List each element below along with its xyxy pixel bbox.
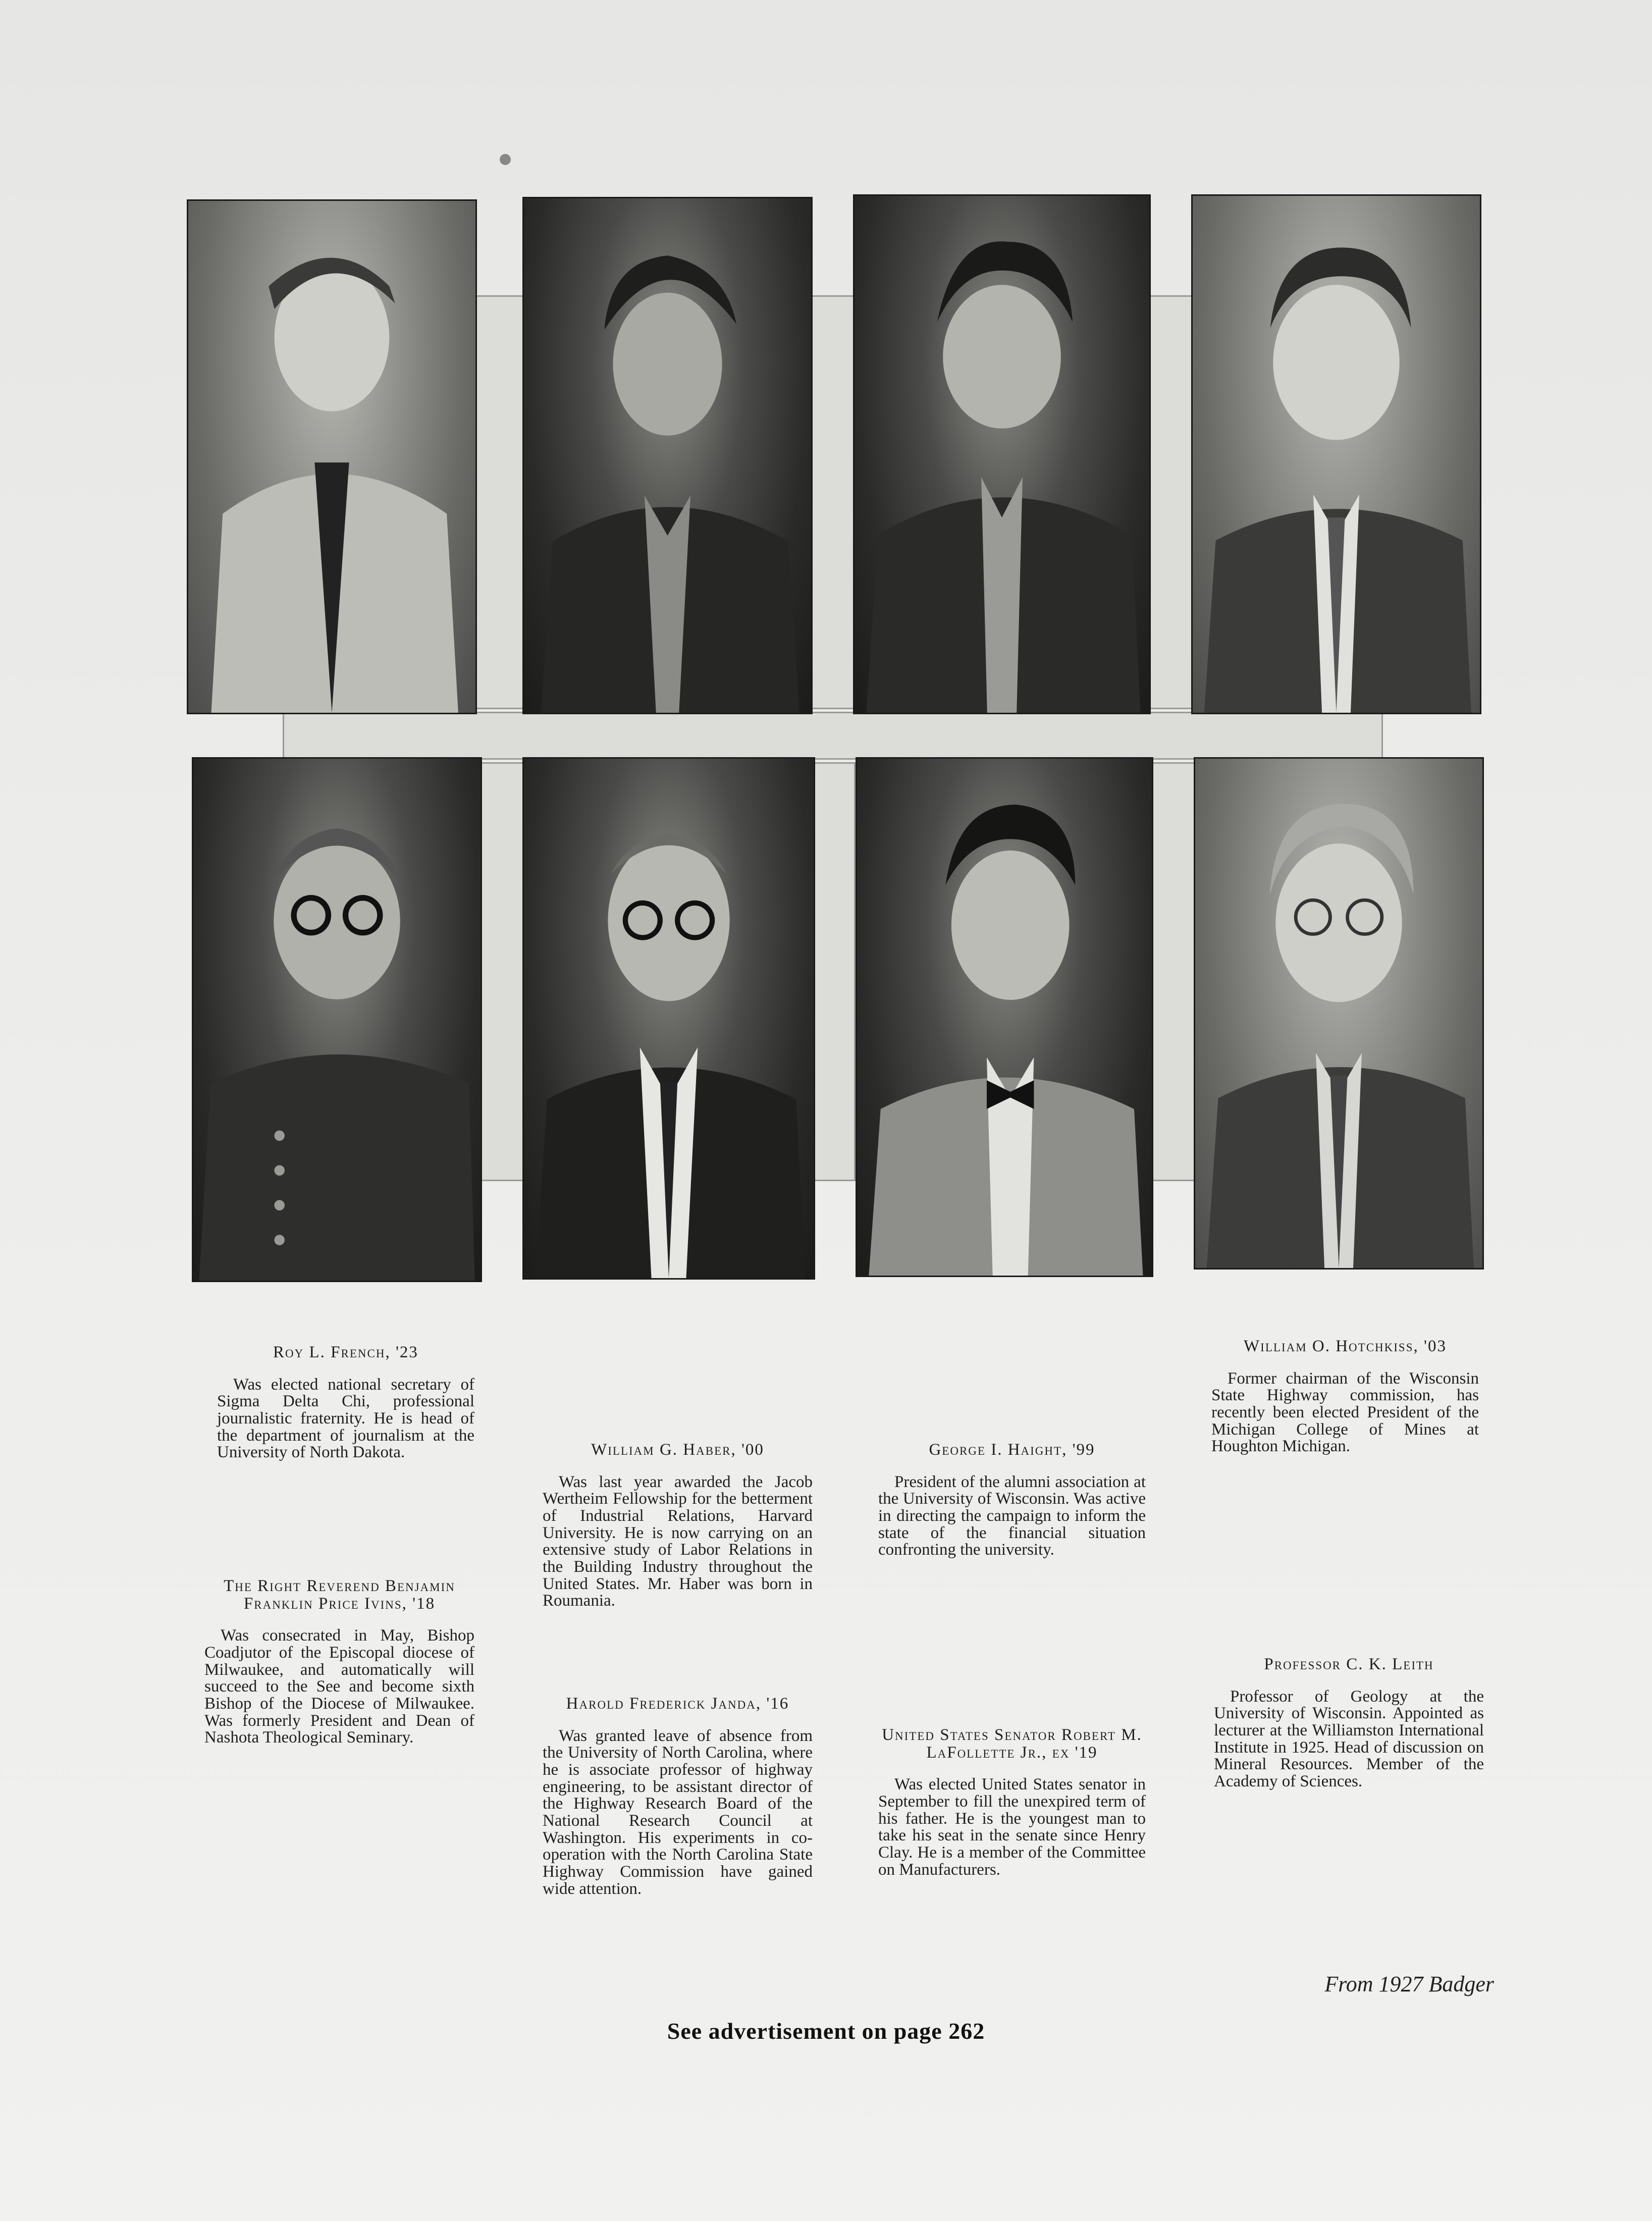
frame-bottom-right-connector [1148, 762, 1196, 1181]
frame-bottom-left-connector [474, 762, 525, 1181]
bio-name: Roy L. French, '23 [273, 1343, 418, 1361]
portrait-benjamin-ivins [192, 757, 482, 1282]
frame-top-left-connector [474, 295, 525, 709]
source-credit: From 1927 Badger [1324, 1972, 1494, 1996]
bio-ck-leith [1214, 1656, 1484, 1790]
bio-text: Professor of Geology at the University of Wisconsin. Appointed as lecturer at the Williamston International Institute in 1925. Head of discussion on Mineral Resources. Member of the Academy of Sciences. [1214, 1687, 1484, 1790]
bio-name: George I. Haight, '99 [929, 1441, 1095, 1459]
portrait-william-hotchkiss [1191, 194, 1481, 714]
bio-text: Was elected national secretary of Sigma Delta Chi, professional journalistic fraternity. He is head of the department of journalism at the University of North Dakota. [217, 1375, 474, 1462]
portrait-robert-lafollette [856, 757, 1153, 1277]
ink-speck [500, 154, 511, 165]
bio-benjamin-ivins [204, 1577, 474, 1747]
frame-bottom-middle-connector [810, 762, 856, 1181]
bio-roy-french [217, 1344, 474, 1461]
bio-text: Was elected United States senator in September to fill the unexpired term of his father. He is the youngest man to take his seat in the senate since Henry Clay. He is a member of the Committee on Manufacturers. [878, 1775, 1146, 1879]
frame-horizontal-band [283, 712, 1383, 760]
portrait-ck-leith [1194, 757, 1484, 1270]
bio-name: The Right Reverend Benjamin Franklin Price Ivins, '18 [224, 1577, 455, 1613]
bio-name: Harold Frederick Janda, '16 [566, 1695, 789, 1713]
portrait-william-haber [522, 197, 813, 714]
portrait-harold-janda [522, 757, 815, 1280]
advertisement-reference: See advertisement on page 262 [667, 2018, 985, 2044]
portrait-george-haight [853, 194, 1151, 714]
bio-william-hotchkiss [1211, 1338, 1479, 1455]
bio-name: Professor C. K. Leith [1264, 1655, 1434, 1673]
bio-name: William O. Hotchkiss, '03 [1244, 1337, 1447, 1355]
bio-text: Was consecrated in May, Bishop Coadjutor of the Episcopal diocese of Milwaukee, and automatically will succeed to the See and become sixth Bishop of the Diocese of Milwaukee. Was formerly President and Dean of Nashota Theological Seminary. [204, 1626, 474, 1747]
bio-robert-lafollette [878, 1726, 1146, 1878]
bio-name: United States Senator Robert M. LaFollette Jr., ex '19 [882, 1726, 1142, 1762]
frame-top-middle-connector [810, 295, 856, 709]
bio-george-haight [878, 1441, 1146, 1559]
bio-name: William G. Haber, '00 [591, 1441, 764, 1459]
bio-text: President of the alumni association at the University of Wisconsin. Was active in directing the campaign to inform the state of the financial situation confronting the university. [878, 1472, 1146, 1559]
bio-william-haber [543, 1441, 813, 1610]
frame-top-right-connector [1148, 295, 1196, 709]
bio-text: Former chairman of the Wisconsin State Highway commission, has recently been elected President of the Michigan College of Mines at Houghton Michigan. [1211, 1369, 1479, 1456]
bio-text: Was last year awarded the Jacob Wertheim Fellowship for the betterment of Industrial Relations, Harvard University. He is now carrying on an extensive study of Labor Relations in the Building Industry throughout the United States. Mr. Haber was born in Roumania. [543, 1472, 813, 1610]
portrait-roy-french [187, 199, 477, 714]
bio-harold-janda [543, 1695, 813, 1897]
bio-text: Was granted leave of absence from the University of North Carolina, where he is associate professor of highway engineering, to be assistant director of the Highway Research Board of the National Research Council at Washington. His experiments in co-operation with the North Carolina State Highway Commission have gained wide attention. [543, 1726, 813, 1898]
